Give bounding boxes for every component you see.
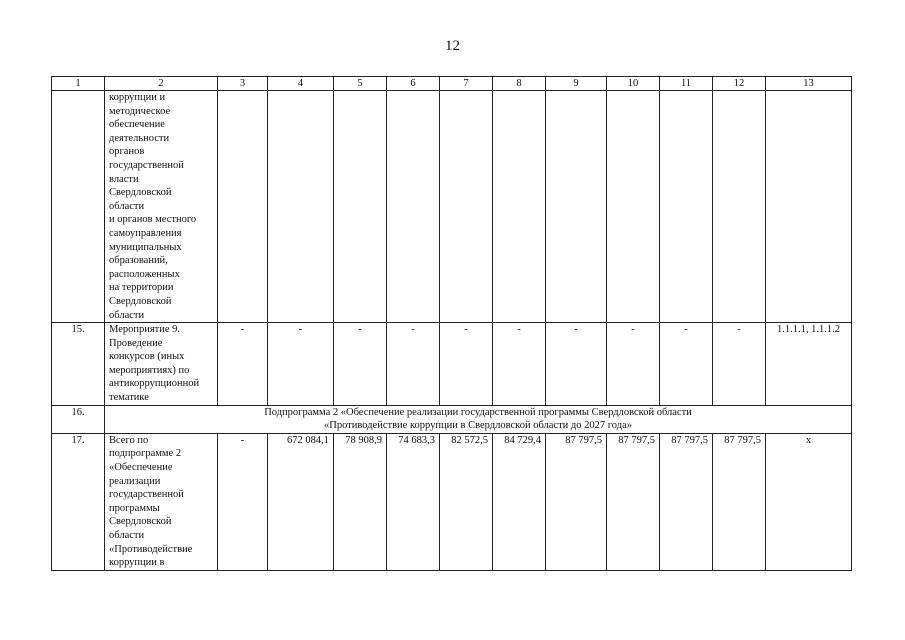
- item-name-line: мероприятиях) по: [109, 364, 190, 376]
- value-cell: -: [713, 323, 766, 406]
- program-table: [51, 76, 852, 571]
- column-header: 10: [607, 77, 660, 91]
- value-cell: -: [387, 323, 440, 406]
- item-name-line: на территории: [109, 282, 174, 294]
- column-header: 13: [766, 77, 852, 91]
- target-indicator-cell: 1.1.1.1, 1.1.1.2: [766, 323, 852, 406]
- page-number: 12: [445, 38, 460, 54]
- table-row-16: [52, 405, 852, 433]
- column-header: 9: [546, 77, 607, 91]
- item-name-line: государственной: [109, 159, 184, 171]
- item-name-line: Свердловской: [109, 187, 172, 199]
- subprogram-title-line: «Противодействие коррупции в Свердловской области до 2027 года»: [323, 420, 633, 432]
- value-cell: 84 729,4: [493, 433, 546, 570]
- value-cell: 78 908,9: [334, 433, 387, 570]
- item-name-line: программы: [109, 502, 160, 514]
- subprogram-title-cell: [105, 405, 852, 433]
- item-name-line: «Противодействие: [109, 543, 193, 555]
- item-name-line: подпрограмме 2: [109, 448, 182, 460]
- column-header: 8: [493, 77, 546, 91]
- item-name-line: Свердловской: [109, 295, 172, 307]
- table-row-15: [52, 323, 852, 406]
- item-name-line: конкурсов (иных: [109, 351, 185, 363]
- item-name-line: Мероприятие 9.: [109, 324, 181, 336]
- row-number-cell: 15.: [52, 323, 105, 406]
- item-name-line: самоуправления: [109, 227, 182, 239]
- item-name-cell: [105, 323, 218, 406]
- target-indicator-cell: [766, 91, 852, 323]
- value-cell: -: [546, 323, 607, 406]
- value-cell: 82 572,5: [440, 433, 493, 570]
- column-header: 2: [105, 77, 218, 91]
- item-name-line: органов: [109, 146, 145, 158]
- value-cell: [607, 91, 660, 323]
- value-cell: -: [493, 323, 546, 406]
- value-cell: 87 797,5: [713, 433, 766, 570]
- value-cell: 87 797,5: [607, 433, 660, 570]
- value-cell: [440, 91, 493, 323]
- item-name-line: реализации: [109, 475, 161, 487]
- column-header: 5: [334, 77, 387, 91]
- column-header: 12: [713, 77, 766, 91]
- item-name-line: области: [109, 309, 145, 321]
- value-cell: [387, 91, 440, 323]
- value-cell: [546, 91, 607, 323]
- column-header: 1: [52, 77, 105, 91]
- item-name-line: государственной: [109, 489, 184, 501]
- value-cell: -: [268, 323, 334, 406]
- value-cell: 672 084,1: [268, 433, 334, 570]
- value-cell: [268, 91, 334, 323]
- column-header: 3: [218, 77, 268, 91]
- item-name-line: Проведение: [109, 337, 163, 349]
- item-name-line: деятельности: [109, 132, 170, 144]
- subprogram-title-line: Подпрограмма 2 «Обеспечение реализации государственной программы Свердловской области: [264, 406, 692, 418]
- item-name-line: тематике: [109, 392, 149, 404]
- column-header: 4: [268, 77, 334, 91]
- value-cell: -: [660, 323, 713, 406]
- table-row-17: [52, 433, 852, 570]
- value-cell: -: [334, 323, 387, 406]
- item-name-line: антикоррупционной: [109, 378, 200, 390]
- row-number-cell: 16.: [52, 405, 105, 433]
- row-number-cell: 17.: [52, 433, 105, 570]
- item-name-line: области: [109, 530, 145, 541]
- item-name-cell: [105, 433, 218, 570]
- value-cell: 87 797,5: [660, 433, 713, 570]
- item-name-line: «Обеспечение: [109, 462, 173, 474]
- item-name-line: и органов местного: [109, 214, 197, 226]
- item-name-line: расположенных: [109, 268, 180, 280]
- table-header-row: [52, 77, 852, 91]
- item-name-line: области: [109, 200, 145, 212]
- target-indicator-cell: x: [766, 433, 852, 570]
- item-name-line: Всего по: [109, 434, 149, 446]
- item-name-line: образований,: [109, 255, 168, 267]
- item-name-cell: [105, 91, 218, 323]
- value-cell: -: [218, 433, 268, 570]
- item-name-line: коррупции и: [109, 92, 166, 103]
- column-header: 11: [660, 77, 713, 91]
- value-cell: -: [440, 323, 493, 406]
- value-cell: 87 797,5: [546, 433, 607, 570]
- column-header: 6: [387, 77, 440, 91]
- value-cell: [713, 91, 766, 323]
- item-name-line: обеспечение: [109, 119, 165, 131]
- row-number-cell: [52, 91, 105, 323]
- column-header: 7: [440, 77, 493, 91]
- value-cell: [660, 91, 713, 323]
- item-name-line: власти: [109, 173, 139, 185]
- value-cell: 74 683,3: [387, 433, 440, 570]
- value-cell: [218, 91, 268, 323]
- item-name-line: методическое: [109, 105, 171, 117]
- item-name-line: Свердловской: [109, 516, 172, 528]
- item-name-line: коррупции в: [109, 557, 165, 569]
- value-cell: [493, 91, 546, 323]
- table-row-continuation: [52, 91, 852, 323]
- item-name-line: муниципальных: [109, 241, 182, 253]
- value-cell: -: [218, 323, 268, 406]
- value-cell: -: [607, 323, 660, 406]
- value-cell: [334, 91, 387, 323]
